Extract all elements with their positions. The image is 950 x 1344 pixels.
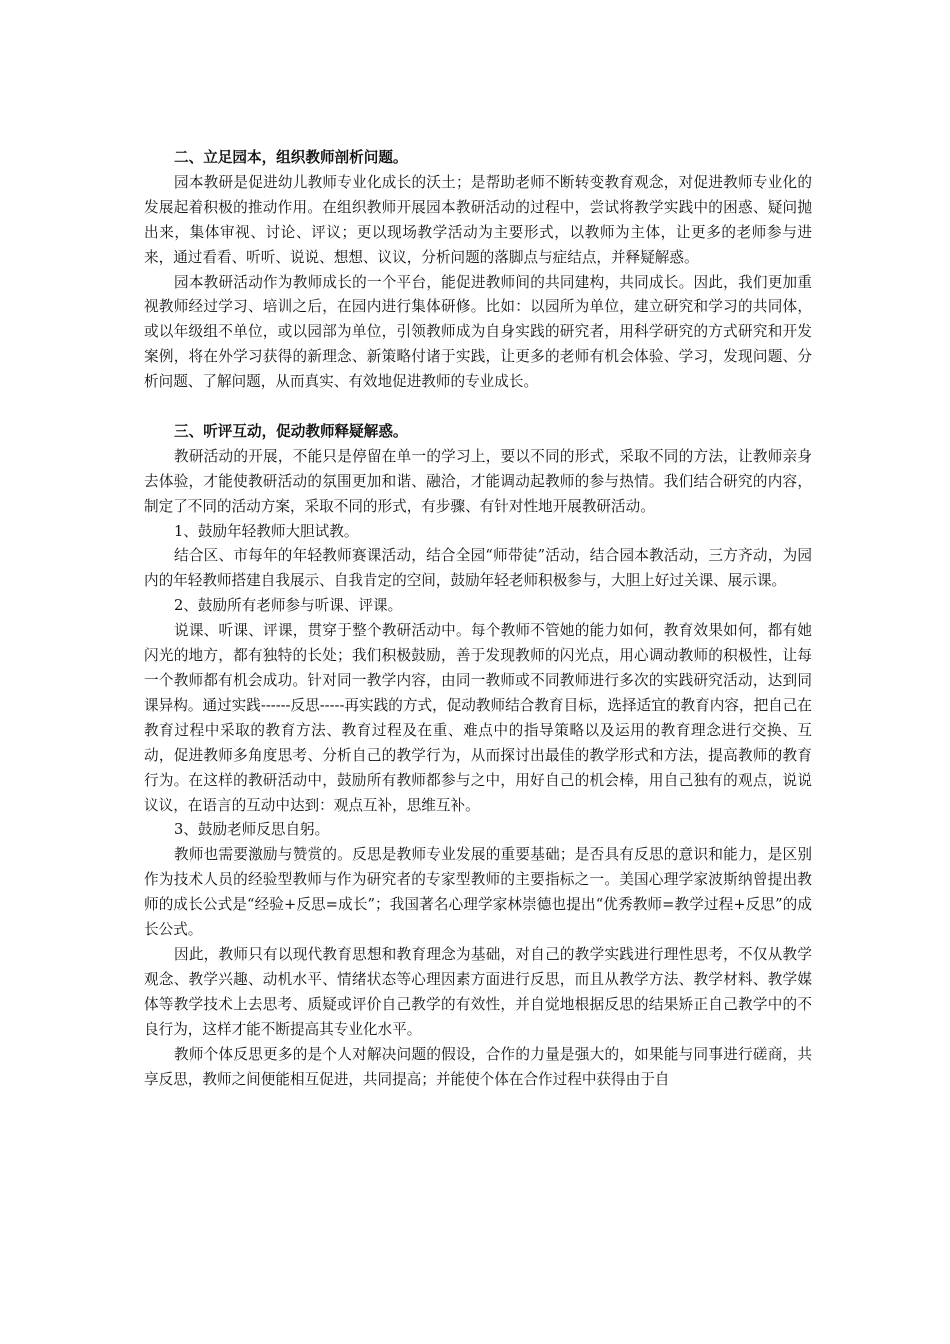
subheading-item-1: 1、鼓励年轻教师大胆试教。 bbox=[174, 522, 359, 540]
paragraph: 园本教研活动作为教师成长的一个平台，能促进教师间的共同建构，共同成长。因此，我们更加重视教师经过学习、培训之后，在园内进行集体研修。比如：以园所为单位，建立研究和学习的共同体，或以年级组不单位，或以园部为单位，引领教师成为自身实践的研究者，用科学研究的方式研究和开发案例，将在外学习获得的新理念、新策略付诸于实践，让更多的老师有机会体验、学习，发现问题、分析问题、了解问题，从而真实、有效地促进教师的专业成长。 bbox=[144, 273, 812, 391]
paragraph: 教师也需要激励与赞赏的。反思是教师专业发展的重要基础；是否具有反思的意识和能力，是区别作为技术人员的经验型教师与作为研究者的专家型教师的主要指标之一。美国心理学家波斯纳曾提出教师的成长公式是“经验+反思=成长”；我国著名心理学家林崇德也提出“优秀教师=教学过程+反思”的成长公式。 bbox=[144, 846, 812, 939]
paragraph: 教研活动的开展，不能只是停留在单一的学习上，要以不同的形式，采取不同的方法，让教师亲身去体验，才能使教研活动的氛围更加和谐、融洽，才能调动起教师的参与热情。我们结合研究的内容，制定了不同的活动方案，采取不同的形式，有步骤、有针对性地开展教研活动。 bbox=[144, 447, 812, 515]
document-page bbox=[144, 146, 812, 1092]
subheading-item-2: 2、鼓励所有老师参与听课、评课。 bbox=[174, 597, 403, 615]
subheading-item-3: 3、鼓励老师反思自躬。 bbox=[174, 821, 330, 839]
blank-line bbox=[144, 395, 812, 420]
paragraph: 结合区、市每年的年轻教师赛课活动，结合全园“师带徒”活动，结合园本教活动，三方齐动，为园内的年轻教师搭建自我展示、自我肯定的空间，鼓励年轻老师积极参与，大胆上好过关课、展示课。 bbox=[144, 547, 812, 590]
paragraph: 说课、听课、评课，贯穿于整个教研活动中。每个教师不管她的能力如何，教育效果如何，都有她闪光的地方，都有独特的长处；我们积极鼓励，善于发现教师的闪光点，用心调动教师的积极性，让每一个教师都有机会成功。针对同一教学内容，由同一教师或不同教师进行多次的实践研究活动，达到同课异构。通过实践------反思-----再实践的方式，促动教师结合教育目标，选择适宜的教育内容，把自己在教育过程中采取的教育方法、教育过程及在重、难点中的指导策略以及运用的教育理念进行交换、互动，促进教师多角度思考、分析自己的教学行为，从而探讨出最佳的教学形式和方法，提高教师的教育行为。在这样的教研活动中，鼓励所有教师都参与之中，用好自己的机会棒，用自己独有的观点，说说议议，在语言的互动中达到：观点互补，思维互补。 bbox=[144, 622, 812, 814]
section-heading-2: 二、立足园本，组织教师剖析问题。 bbox=[174, 149, 408, 166]
paragraph: 教师个体反思更多的是个人对解决问题的假设，合作的力量是强大的，如果能与同事进行磋商，共享反思，教师之间便能相互促进，共同提高；并能使个体在合作过程中获得由于自 bbox=[144, 1045, 812, 1088]
paragraph: 园本教研是促进幼儿教师专业化成长的沃土；是帮助老师不断转变教育观念，对促进教师专业化的发展起着积极的推动作用。在组织教师开展园本教研活动的过程中，尝试将教学实践中的困惑、疑问抛出来，集体审视、讨论、评议；更以现场教学活动为主要形式，以教师为主体，让更多的老师参与进来，通过看看、听听、说说、想想、议议，分析问题的落脚点与症结点，并释疑解惑。 bbox=[144, 173, 812, 266]
paragraph: 因此，教师只有以现代教育思想和教育理念为基础，对自己的教学实践进行理性思考，不仅从教学观念、教学兴趣、动机水平、情绪状态等心理因素方面进行反思，而且从教学方法、教学材料、教学媒体等教学技术上去思考、质疑或评价自己教学的有效性，并自觉地根据反思的结果矫正自己教学中的不良行为，这样才能不断提高其专业化水平。 bbox=[144, 945, 812, 1038]
section-heading-3: 三、听评互动，促动教师释疑解惑。 bbox=[174, 422, 408, 440]
